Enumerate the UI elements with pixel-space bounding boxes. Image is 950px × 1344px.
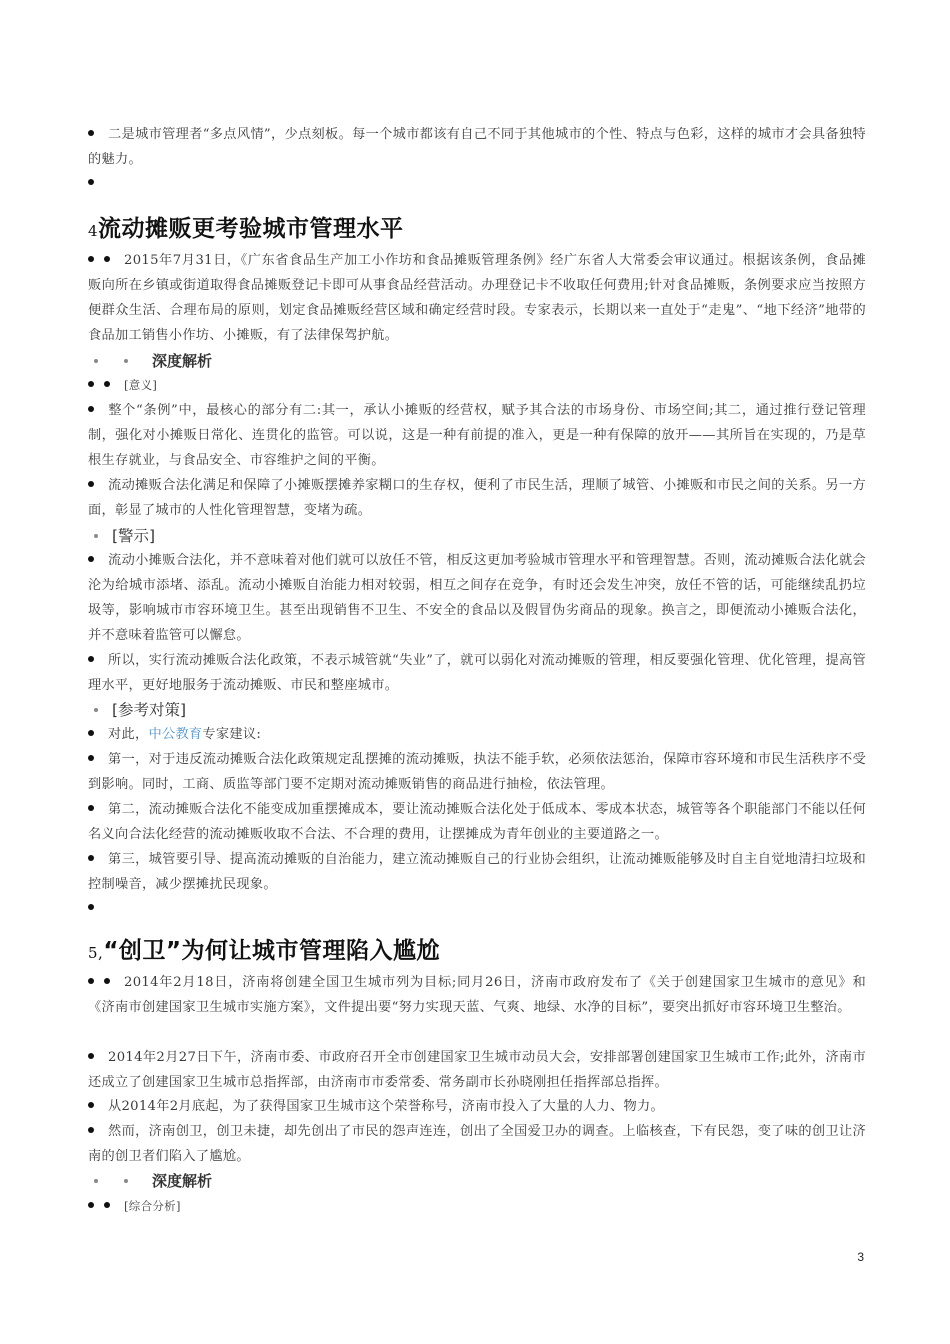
bullet-icon — [88, 406, 94, 412]
bullet-icon — [94, 708, 98, 712]
paragraph: 所以，实行流动摊贩合法化政策，不表示城管就“失业”了，就可以弱化对流动摊贩的管理，相反要强化管理、优化管理，提高管理水平，更好地服务于流动摊贩、市民和整座城市。 — [88, 653, 866, 693]
bullet-icon — [104, 1202, 110, 1208]
label-row: [意义] — [88, 373, 866, 398]
bullet-icon — [94, 1179, 98, 1183]
empty-list-item — [88, 171, 866, 196]
bullet-icon — [124, 1179, 128, 1183]
bullet-icon — [94, 359, 98, 363]
bullet-icon — [88, 1102, 94, 1108]
paragraph: 流动摊贩合法化满足和保障了小摊贩摆摊养家糊口的生存权，便利了市民生活，理顺了城管、小摊贩和市民之间的关系。另一方面，彰显了城市的人性化管理智慧，变堵为疏。 — [88, 478, 866, 518]
bullet-icon — [124, 359, 128, 363]
bullet-icon — [104, 381, 110, 387]
link-offcn[interactable]: 中公教育 — [148, 727, 203, 742]
paragraph: 第三，城管要引导、提高流动摊贩的自治能力，建立流动摊贩自己的行业协会组织，让流动摊贩能够及时自主自觉地清扫垃圾和控制噪音，减少摆摊扰民现象。 — [88, 852, 866, 892]
bullet-icon — [104, 256, 110, 262]
bullet-icon — [88, 1127, 94, 1133]
bullet-icon — [88, 481, 94, 487]
page-number: 3 — [857, 1250, 864, 1264]
paragraph: 流动小摊贩合法化，并不意味着对他们就可以放任不管，相反这更加考验城市管理水平和管理智慧。否则，流动摊贩合法化就会沦为给城市添堵、添乱。流动小摊贩自治能力相对较弱，相互之间存在竞争，有时还会发生冲突，放任不管的话，可能继续乱扔垃圾等，影响城市市容环境卫生。甚至出现销售不卫生、不安全的食品以及假冒伪劣商品的现象。换言之，即便流动小摊贩合法化，并不意味着监管可以懈怠。 — [88, 553, 866, 643]
paragraph: 第一，对于违反流动摊贩合法化政策规定乱摆摊的流动摊贩，执法不能手软，必须依法惩治，保障市容环境和市民生活秩序不受到影响。同时，工商、质监等部门要不定期对流动摊贩销售的商品进行抽检，依法管理。 — [88, 752, 866, 792]
paragraph: 整个“条例”中，最核心的部分有二:其一，承认小摊贩的经营权，赋予其合法的市场身份、市场空间;其二，通过推行登记管理制，强化对小摊贩日常化、连贯化的监管。可以说，这是一种有前提的准入，更是一种有保障的放开——其所旨在实现的，乃是草根生存就业，与食品安全、市容维护之间的平衡。 — [88, 403, 866, 468]
label-warning: [警示] — [88, 524, 155, 546]
paragraph: 2014年2月27日下午，济南市委、市政府召开全市创建国家卫生城市动员大会，安排部署创建国家卫生城市工作;此外，济南市还成立了创建国家卫生城市总指挥部，由济南市市委常委、常务副市长孙晓刚担任指挥部总指挥。 — [88, 1050, 866, 1090]
bullet-icon — [104, 978, 110, 984]
bullet-icon — [88, 1053, 94, 1059]
bullet-icon — [88, 855, 94, 861]
bullet-icon — [88, 130, 94, 136]
label-row: [综合分析] — [88, 1194, 866, 1219]
paragraph: 对此，中公教育专家建议: — [88, 722, 866, 747]
label-countermeasures: [参考对策] — [88, 698, 186, 720]
section-heading-4: 4流动摊贩更考验城市管理水平 — [88, 216, 404, 242]
bullet-icon — [88, 556, 94, 562]
bullet-icon — [88, 256, 94, 262]
subheading-analysis-2: 深度解析 — [88, 1170, 212, 1191]
bullet-icon — [88, 656, 94, 662]
bullet-icon — [88, 1202, 94, 1208]
bullet-icon — [88, 805, 94, 811]
empty-list-item — [88, 896, 866, 921]
bullet-icon — [88, 978, 94, 984]
bullet-icon — [88, 755, 94, 761]
section-heading-5: 5,“创卫”为何让城市管理陷入尴尬 — [88, 938, 441, 964]
paragraph: 2015年7月31日，《广东省食品生产加工小作坊和食品摊贩管理条例》经广东省人大常委会审议通过。根据该条例，食品摊贩向所在乡镇或街道取得食品摊贩登记卡即可从事食品经营活动。办理登记卡不收取任何费用;针对食品摊贩，条例要求应当按照方便群众生活、合理布局的原则，划定食品摊贩经营区域和确定经营时段。专家表示，长期以来一直处于“走鬼”、“地下经济”地带的食品加工销售小作坊、小摊贩，有了法律保驾护航。 — [88, 253, 866, 343]
bullet-icon — [88, 381, 94, 387]
paragraph: 2014年2月18日，济南将创建全国卫生城市列为目标;同月26日，济南市政府发布了《关于创建国家卫生城市的意见》和《济南市创建国家卫生城市实施方案》，文件提出要“努力实现天蓝、气爽、地绿、水净的目标”，要突出抓好市容环境卫生整治。 — [88, 975, 866, 1015]
bullet-icon — [88, 904, 94, 910]
bullet-icon — [88, 730, 94, 736]
paragraph: 二是城市管理者“多点风情”，少点刻板。每一个城市都该有自己不同于其他城市的个性、特点与色彩，这样的城市才会具备独特的魅力。 — [88, 127, 866, 167]
bullet-icon — [94, 534, 98, 538]
paragraph: 然而，济南创卫，创卫未捷，却先创出了市民的怨声连连，创出了全国爱卫办的调查。上临核查，下有民怨，变了味的创卫让济南的创卫者们陷入了尴尬。 — [88, 1124, 866, 1164]
paragraph: 从2014年2月底起，为了获得国家卫生城市这个荣誉称号，济南市投入了大量的人力、物力。 — [88, 1094, 866, 1119]
paragraph: 第二，流动摊贩合法化不能变成加重摆摊成本，要让流动摊贩合法化处于低成本、零成本状态，城管等各个职能部门不能以任何名义向合法化经营的流动摊贩收取不合法、不合理的费用，让摆摊成为青年创业的主要道路之一。 — [88, 802, 866, 842]
bullet-icon — [88, 179, 94, 185]
subheading-analysis: 深度解析 — [88, 350, 212, 371]
